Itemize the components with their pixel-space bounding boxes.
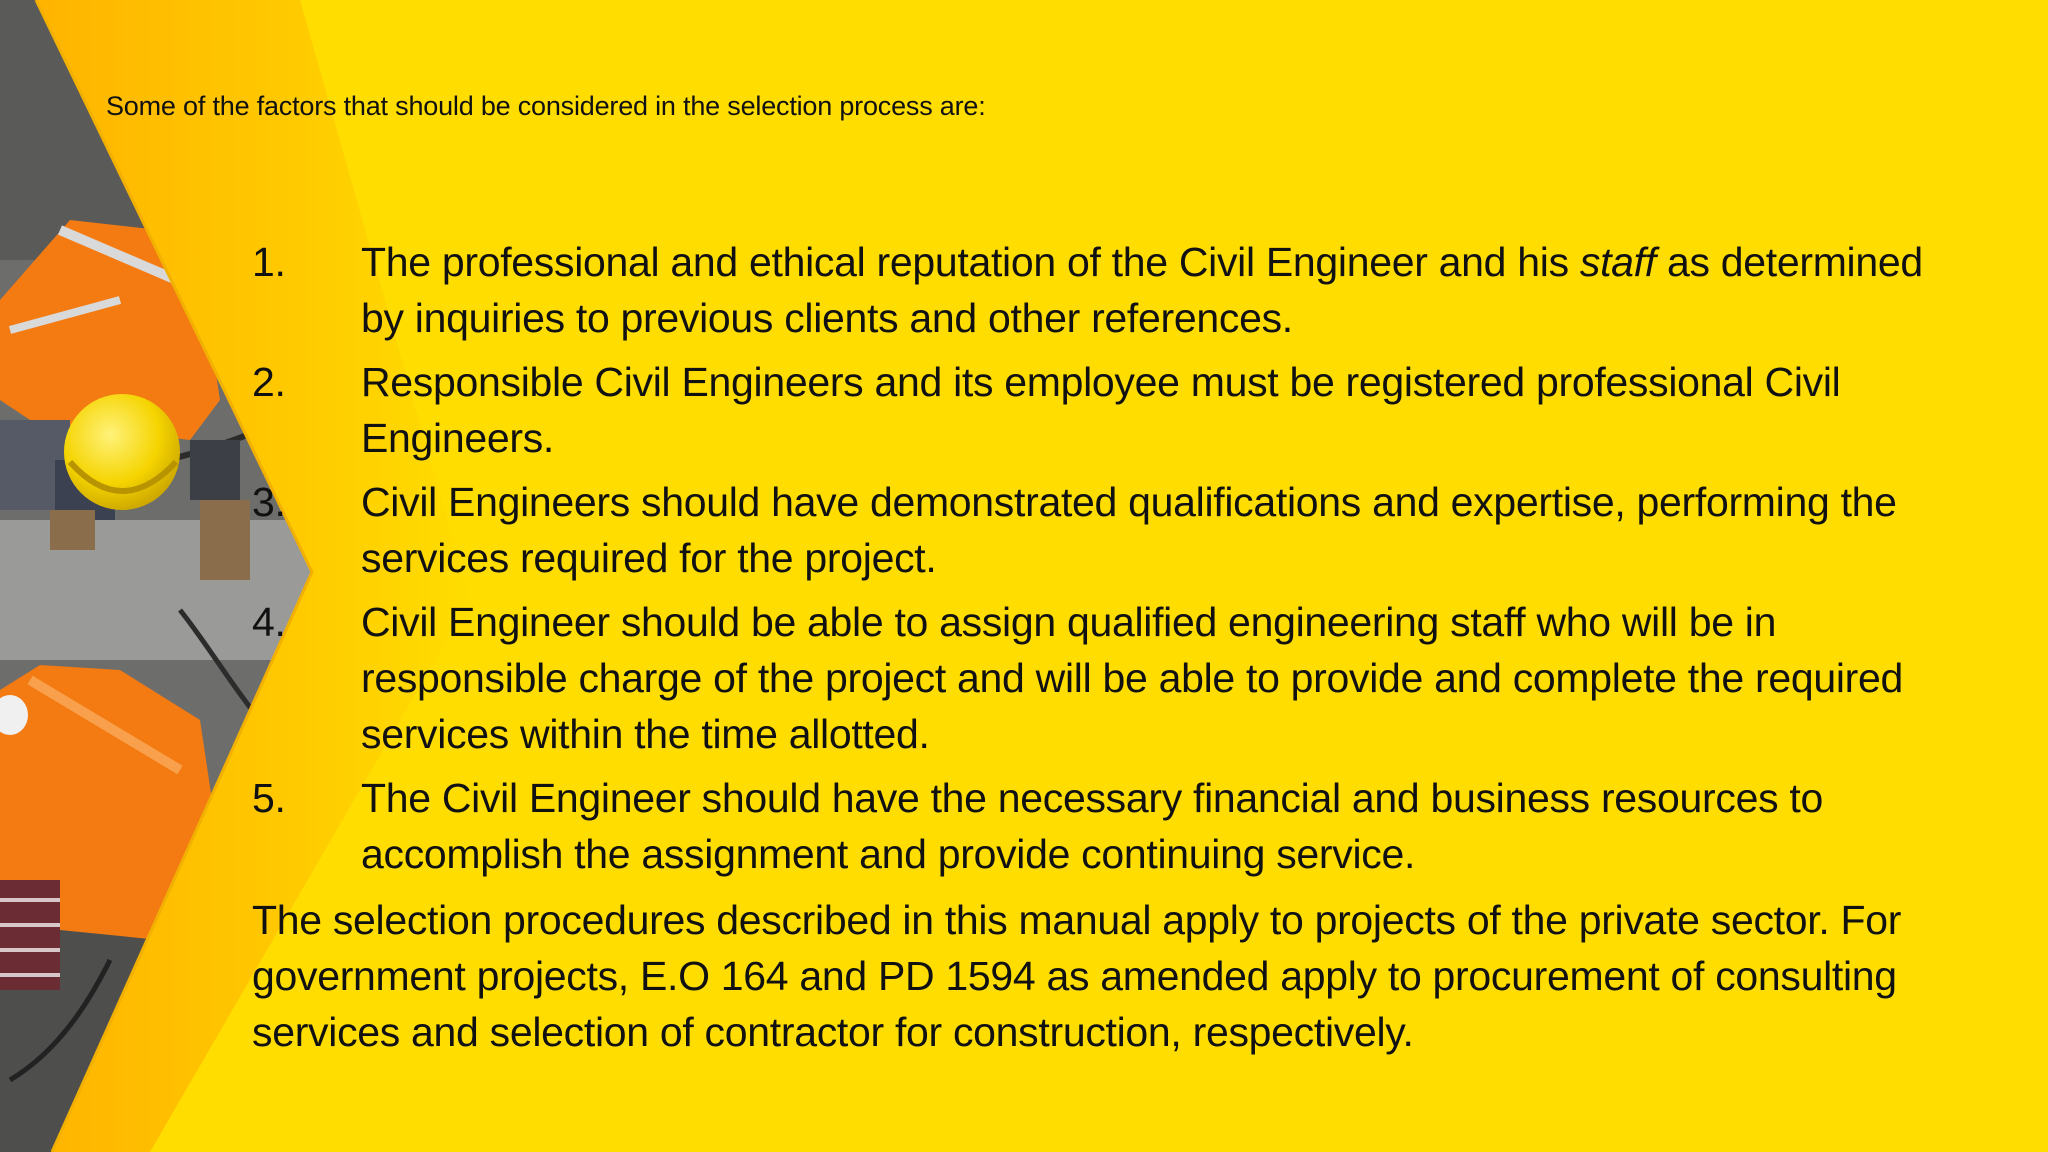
list-item [252,594,1972,762]
list-item-text: The Civil Engineer should have the necessary financial and business resources to accomplish the assignment and provide continuing service. [361,775,1823,877]
list-item-number: 3. [252,479,286,525]
list-item-number: 2. [252,359,286,405]
list-item [252,354,1972,466]
list-item-text: Responsible Civil Engineers and its employee must be registered professional Civil Engineers. [361,359,1841,461]
list-item [252,474,1972,586]
list-item-text: Civil Engineer should be able to assign qualified engineering staff who will be in responsible charge of the project and will be able to provide and complete the required services within the time allotted. [361,599,1903,757]
list-item-number: 1. [252,239,286,285]
emphasized-word: staff [1579,239,1656,285]
intro-text: Some of the factors that should be considered in the selection process are: [106,91,986,121]
list-item [252,770,1972,882]
list-item-text-part: The professional and ethical reputation of the Civil Engineer and his [361,239,1580,285]
list-item-text-part: as determined by inquiries to previous clients and other references. [361,239,1923,341]
list-item-text: Civil Engineers should have demonstrated qualifications and expertise, performing the services required for the project. [361,479,1897,581]
factors-list [252,234,1972,890]
list-item [252,234,1972,346]
closing-paragraph: The selection procedures described in this manual apply to projects of the private sector. For government projects, E.O 164 and PD 1594 as amended apply to procurement of consulting services and selection of contractor for construction, respectively. [252,897,1902,1055]
list-item-number: 4. [252,599,286,645]
list-item-text [361,239,1923,341]
list-item-number: 5. [252,775,286,821]
